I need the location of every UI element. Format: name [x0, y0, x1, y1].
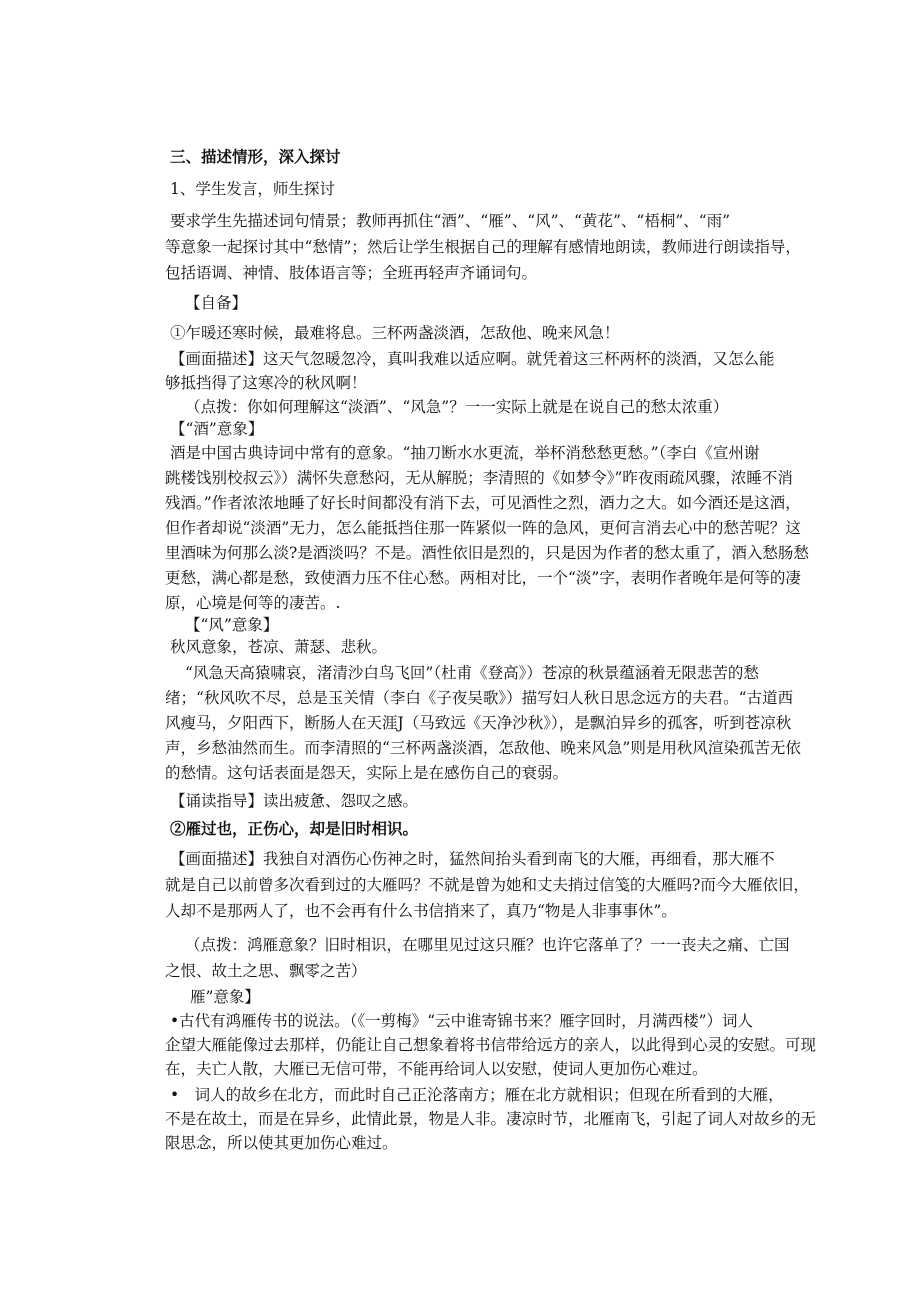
jiu-line: 原，心境是何等的凄苦。. [165, 594, 341, 612]
jiu-line: 跳楼饯别校叔云》）满怀失意愁闷，无从解脱；李清照的《如梦令》”昨夜雨疏风骤，浓睡不消 [165, 469, 793, 487]
item2-note-line: （点拨：鸿雁意象？旧时相识，在哪里见过这只雁？也许它落单了？一一丧夫之痛、亡国 [185, 936, 790, 954]
feng-line: 声，乡愁油然而生。而李清照的“三杯两盏淡酒，怎敌他、晚来风急”则是用秋风渲染孤苦无依 [165, 739, 801, 757]
sub-heading: 1、学生发言，师生探讨 [170, 180, 335, 198]
yan-bullet-line: • 词人的故乡在北方，而此时自己正沦落南方；雁在北方就相识；但现在所看到的大雁， [170, 1086, 784, 1104]
yan-bullet-line: 在，夫亡人散，大雁已无信可带，不能再给词人以安慰，使词人更加伤心难过。 [165, 1060, 708, 1078]
feng-line: 风瘦马，夕阳西下，断肠人在天涯J（马致远《天净沙秋》），是飘泊异乡的孤客，听到苍凉秋 [165, 714, 792, 732]
feng-line: “风急天高猿啸哀，渚清沙白鸟飞回”（杜甫《登高》）苍凉的秋景蕴涵着无限悲苦的愁 [185, 664, 759, 682]
yan-bullet-line: 限思念，所以使其更加伤心难过。 [165, 1134, 398, 1152]
feng-line: 的愁情。这句话表面是怨天，实际上是在感伤自己的衰弱。 [165, 764, 569, 782]
item2-desc-line: 就是自己以前曾多次看到过的大雁吗？不就是曾为她和丈夫捎过信笺的大雁吗?而今大雁依旧， [165, 876, 809, 894]
yan-bullet-line: •古代有鸿雁传书的说法。（《一剪梅》“云中谁寄锦书来？雁字回时，月满西楼”）词人 [170, 1012, 753, 1030]
item2-desc-line: 人却不是那两人了，也不会再有什么书信捎来了，真乃“物是人非事事休”。 [165, 902, 677, 920]
item1-desc-line: 够抵挡得了这寒冷的秋风啊！ [165, 374, 367, 392]
intro-line: 要求学生先描述词句情景；教师再抓住“酒”、“雁”、“风”、“黄花”、“梧桐”、“雨” [170, 212, 731, 230]
zibei-label: 【自备】 [185, 294, 248, 312]
intro-line: 等意象一起探讨其中“愁情”；然后让学生根据自己的理解有感情地朗读，教师进行朗读指导， [165, 238, 801, 256]
feng-label: 【“风”意象】 [185, 616, 279, 634]
feng-intro: 秋风意象，苍凉、萧瑟、悲秋。 [170, 638, 388, 656]
section-heading: 三、描述情形，深入探讨 [170, 147, 341, 166]
item2-note-line: 之恨、故土之思、飘零之苦） [165, 962, 367, 980]
feng-line: 绪；“秋风吹不尽，总是玉关情（李白《子夜吴歌》）描写妇人秋日思念远方的夫君。“古道西 [165, 689, 794, 707]
jiu-label: 【“酒”意象】 [170, 420, 264, 438]
jiu-line: 更愁，满心都是愁，致使酒力压不住心愁。两相对比，一个“淡”字，表明作者晚年是何等的凄 [165, 569, 801, 587]
jiu-line: 但作者却说“淡酒”无力，怎么能抵挡住那一阵紧似一阵的急风，更何言消去心中的愁苦呢？这 [165, 519, 801, 537]
song-du-guide: 【诵读指导】读出疲惫、怨叹之感。 [170, 792, 419, 810]
jiu-line: 酒是中国古典诗词中常有的意象。“抽刀断水水更流，举杯消愁愁更愁。”（李白《宣州谢 [170, 444, 760, 462]
item1-note: （点拨：你如何理解这“淡酒”、“风急”？一一实际上就是在说自己的愁太浓重） [185, 398, 729, 416]
item1-quote: ①乍暖还寒时候，最难将息。三杯两盏淡酒，怎敌他、晚来风急！ [170, 324, 620, 342]
yan-bullet-line: 企望大雁能像过去那样，仍能让自己想象着将书信带给远方的亲人，以此得到心灵的安慰。可现 [165, 1036, 817, 1054]
item2-quote: ②雁过也，正伤心，却是旧时相识。 [170, 819, 419, 838]
yan-bullet-line: 不是在故土，而是在异乡，此情此景，物是人非。凄凉时节，北雁南飞，引起了词人对故乡的无 [165, 1110, 817, 1128]
yan-label: 雁”意象】 [190, 988, 260, 1006]
item1-desc-line: 【画面描述】这天气忽暖忽冷，真叫我难以适应啊。就凭着这三杯两杯的淡酒，又怎么能 [170, 350, 775, 368]
jiu-line: 里酒味为何那么淡?是酒淡吗？不是。酒性依旧是烈的，只是因为作者的愁太重了，酒入愁肠愁 [165, 544, 809, 562]
intro-line: 包括语调、神情、肢体语言等；全班再轻声齐诵词句。 [165, 264, 538, 282]
jiu-line: 残酒。”作者浓浓地睡了好长时间都没有消下去，可见酒性之烈，酒力之大。如今酒还是这酒， [165, 494, 801, 512]
item2-desc-line: 【画面描述】我独自对酒伤心伤神之时，猛然间抬头看到南飞的大雁，再细看，那大雁不 [170, 850, 775, 868]
